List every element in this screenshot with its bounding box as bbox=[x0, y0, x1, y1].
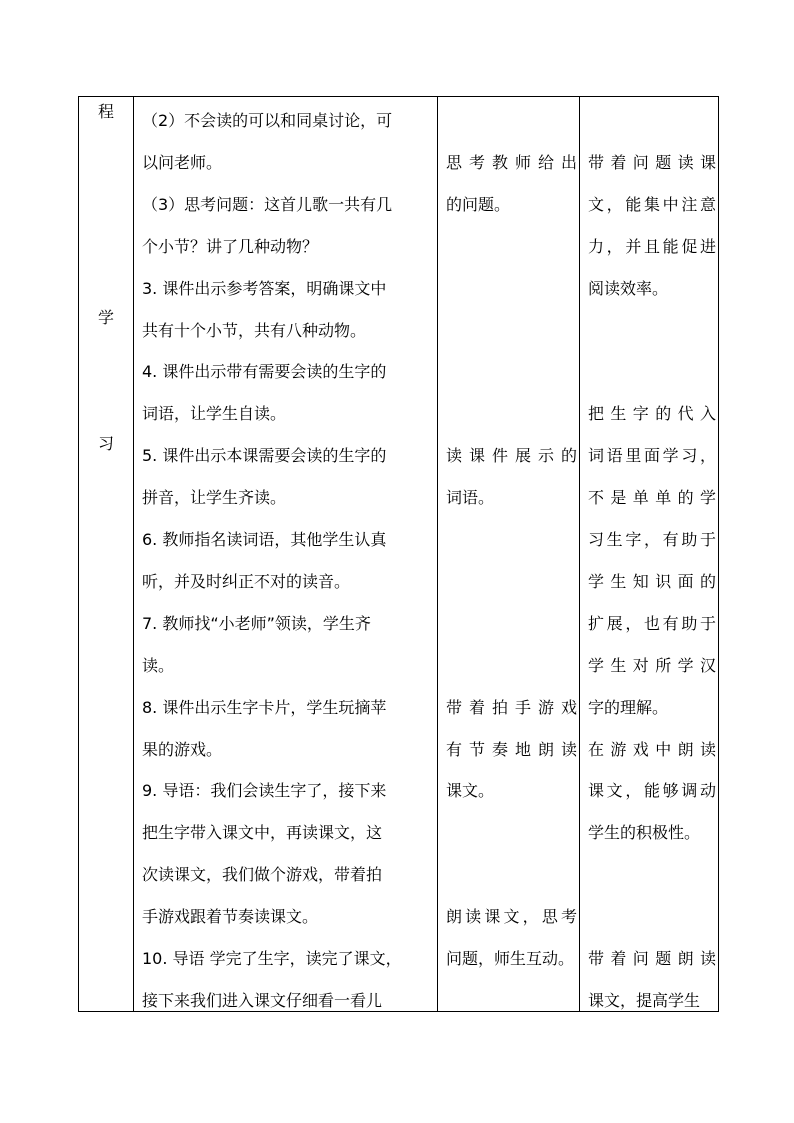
lesson-plan-table bbox=[78, 96, 719, 1012]
text-line: 阅读效率。 bbox=[588, 278, 669, 298]
text-line: 把生字带入课文中，再读课文，这 bbox=[142, 823, 383, 843]
text-line: 4. 课件出示带有需要会读的生字的 bbox=[142, 362, 387, 382]
text-line: 拼音，让学生齐读。 bbox=[142, 488, 287, 508]
text-line: 思考教师给出 bbox=[446, 152, 577, 172]
process-label-cell bbox=[79, 97, 134, 1012]
text-line: 文，能集中注意 bbox=[588, 194, 716, 214]
table-row bbox=[79, 97, 719, 1012]
text-line: 学生的积极性。 bbox=[588, 823, 701, 843]
text-line: 8. 课件出示生字卡片，学生玩摘苹 bbox=[142, 697, 387, 717]
text-line: 学生知识面的 bbox=[588, 571, 716, 591]
text-line: 习生字，有助于 bbox=[588, 530, 716, 549]
text-line: 手游戏跟着节奏读课文。 bbox=[142, 907, 319, 927]
text-line: 课文。 bbox=[446, 781, 495, 801]
text-line: 个小节？讲了几种动物？ bbox=[142, 236, 319, 256]
text-line: 朗读课文，思考 bbox=[446, 907, 577, 927]
text-line: 9. 导语：我们会读生字了，接下来 bbox=[142, 781, 387, 801]
text-line: 带着问题朗读 bbox=[588, 949, 716, 968]
text-line: （2）不会读的可以和同桌讨论，可 bbox=[142, 111, 393, 130]
text-line: 词语里面学习， bbox=[588, 446, 716, 466]
text-line: 3. 课件出示参考答案，明确课文中 bbox=[142, 278, 387, 298]
text-line: （3）思考问题：这首儿歌一共有几 bbox=[142, 194, 393, 214]
text-line: 共有十个小节，共有八种动物。 bbox=[142, 320, 367, 340]
text-line: 果的游戏。 bbox=[142, 739, 223, 759]
text-line: 的问题。 bbox=[446, 194, 511, 214]
text-line: 有节奏地朗读 bbox=[446, 739, 577, 759]
text-line: 带着拍手游戏 bbox=[446, 697, 577, 717]
text-line: 问题，师生互动。 bbox=[446, 949, 575, 968]
text-line: 把生字的代入 bbox=[588, 404, 716, 424]
text-line: 读。 bbox=[142, 655, 175, 675]
student-activity-cell bbox=[438, 97, 580, 1012]
text-line: 读课件展示的 bbox=[446, 446, 577, 466]
text-line: 字的理解。 bbox=[588, 697, 669, 717]
text-line: 词语，让学生自读。 bbox=[142, 404, 287, 424]
text-line: 课文，提高学生 bbox=[588, 990, 701, 1010]
text-line: 不是单单的学 bbox=[588, 488, 716, 508]
text-line: 次读课文，我们做个游戏，带着拍 bbox=[142, 865, 383, 885]
text-line: 听，并及时纠正不对的读音。 bbox=[142, 571, 351, 591]
text-line: 接下来我们进入课文仔细看一看儿 bbox=[142, 990, 383, 1010]
text-line: 6. 教师指名读词语，其他学生认真 bbox=[142, 530, 387, 549]
text-line: 带着问题读课 bbox=[588, 152, 716, 172]
side-label-xi: 习 bbox=[97, 434, 114, 453]
text-line: 在游戏中朗读 bbox=[588, 739, 716, 759]
text-line: 5. 课件出示本课需要会读的生字的 bbox=[142, 446, 387, 466]
text-line: 以问老师。 bbox=[142, 152, 223, 172]
text-line: 10. 导语 学完了生字，读完了课文， bbox=[142, 949, 402, 968]
design-intent-cell bbox=[580, 97, 719, 1012]
teacher-activity-cell bbox=[134, 97, 438, 1012]
text-line: 词语。 bbox=[446, 488, 495, 508]
text-line: 课文，能够调动 bbox=[588, 781, 716, 801]
text-line: 学生对所学汉 bbox=[588, 655, 716, 675]
side-label-xue: 学 bbox=[97, 308, 114, 327]
text-line: 7. 教师找“小老师”领读，学生齐 bbox=[142, 613, 371, 633]
text-line: 力，并且能促进 bbox=[588, 236, 716, 256]
side-label-cheng: 程 bbox=[97, 102, 114, 121]
text-line: 扩展，也有助于 bbox=[588, 613, 716, 633]
